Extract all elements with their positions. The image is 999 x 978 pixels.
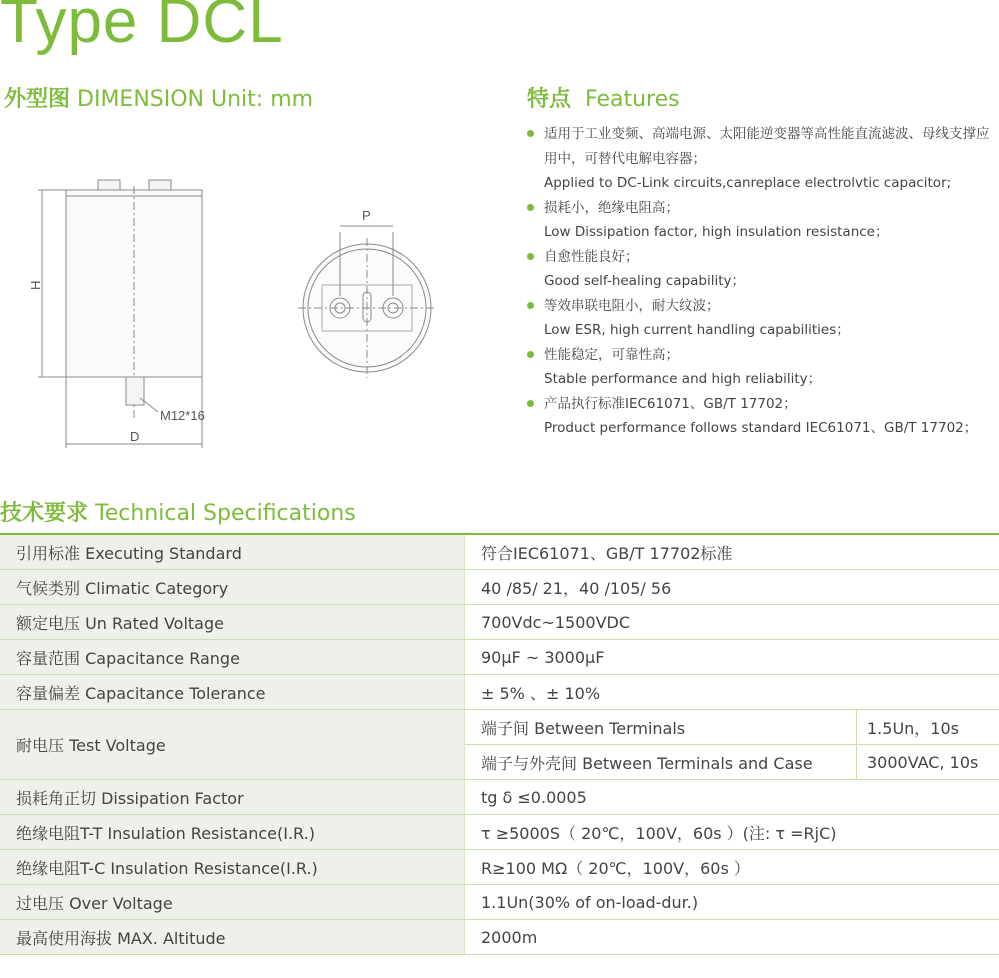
spec-value: 700Vdc~1500VDC (465, 605, 999, 640)
table-row (0, 850, 999, 885)
specs-heading-en: Technical Specifications (95, 501, 356, 526)
dimension-drawing (0, 160, 480, 460)
h-label: H (28, 280, 43, 290)
spec-value: R≥100 MΩ（ 20℃，100V，60s ） (465, 850, 999, 885)
product-title: Type DCL (0, 0, 284, 56)
terminal-right (149, 180, 171, 190)
feature-item (527, 245, 999, 294)
table-row (0, 675, 999, 710)
spec-value: 1.1Un(30% of on-load-dur.) (465, 885, 999, 920)
dimension-heading-en: DIMENSION Unit: mm (77, 87, 314, 112)
feature-item (527, 343, 999, 392)
spec-value: ± 5% 、± 10% (465, 675, 999, 710)
feature-text: 性能稳定，可靠性高； (544, 346, 679, 363)
d-label: D (130, 429, 140, 444)
specs-heading (0, 496, 356, 527)
spec-label: 耐电压 Test Voltage (0, 710, 465, 780)
feature-text: 损耗小，绝缘电阻高； (544, 199, 679, 216)
bullet-icon (527, 204, 534, 211)
spec-value: 2000m (465, 920, 999, 955)
specs-heading-cn: 技术要求 (0, 501, 89, 526)
table-row (0, 640, 999, 675)
spec-label: 额定电压 Un Rated Voltage (0, 605, 465, 640)
dimension-heading (4, 82, 313, 113)
feature-item (527, 122, 999, 196)
spec-subname: 端子间 Between Terminals (465, 710, 857, 745)
features-list (527, 122, 999, 441)
feature-text: 等效串联电阻小，耐大纹波； (544, 297, 720, 314)
features-heading-cn: 特点 (527, 87, 572, 112)
feature-text: 自愈性能良好； (544, 248, 639, 265)
feature-text: Low ESR, high current handling capabilities； (544, 322, 850, 338)
features-heading (527, 82, 680, 113)
spec-table (0, 533, 999, 955)
table-row (0, 605, 999, 640)
table-row (0, 885, 999, 920)
features-heading-en: Features (585, 87, 680, 112)
feature-text: 产品执行标准IEC61071、GB/T 17702； (544, 395, 797, 412)
spec-value: τ ≥5000S（ 20℃，100V，60s ）(注: τ =RjC) (465, 815, 999, 850)
feature-text: Good self-healing capability； (544, 273, 746, 289)
table-row (0, 570, 999, 605)
spec-label: 最高使用海拔 MAX. Altitude (0, 920, 465, 955)
spec-label: 绝缘电阻T-C Insulation Resistance(I.R.) (0, 850, 465, 885)
table-row (0, 920, 999, 955)
bullet-icon (527, 302, 534, 309)
p-label: P (362, 208, 371, 223)
spec-subname: 端子与外壳间 Between Terminals and Case (465, 745, 857, 780)
spec-value: 符合IEC61071、GB/T 17702标准 (465, 534, 999, 570)
table-row (0, 815, 999, 850)
spec-value: 40 /85/ 21，40 /105/ 56 (465, 570, 999, 605)
feature-text: 用中，可替代电解电容器； (544, 150, 706, 167)
bullet-icon (527, 130, 534, 137)
spec-label: 绝缘电阻T-T Insulation Resistance(I.R.) (0, 815, 465, 850)
bullet-icon (527, 400, 534, 407)
spec-label: 引用标准 Executing Standard (0, 534, 465, 570)
spec-label: 容量偏差 Capacitance Tolerance (0, 675, 465, 710)
thread-label: M12*16 (160, 408, 205, 423)
table-row (0, 710, 999, 745)
feature-text: 适用于工业变频、高端电源、太阳能逆变器等高性能直流滤波、母线支撑应 (544, 126, 990, 142)
feature-text: Stable performance and high reliability； (544, 371, 822, 387)
mounting-stud (126, 377, 144, 405)
table-row (0, 780, 999, 815)
spec-label: 过电压 Over Voltage (0, 885, 465, 920)
spec-value: 90μF ~ 3000μF (465, 640, 999, 675)
bullet-icon (527, 253, 534, 260)
feature-text: Low Dissipation factor, high insulation resistance； (544, 224, 889, 240)
spec-label: 损耗角正切 Dissipation Factor (0, 780, 465, 815)
spec-label: 气候类别 Climatic Category (0, 570, 465, 605)
bullet-icon (527, 351, 534, 358)
feature-text: Applied to DC-Link circuits,canreplace electrolvtic capacitor; (544, 175, 952, 191)
dimension-heading-cn: 外型图 (4, 87, 71, 112)
terminal-left (98, 180, 120, 190)
table-row (0, 534, 999, 570)
spec-value: 1.5Un，10s (857, 710, 999, 745)
feature-item (527, 392, 999, 441)
feature-item (527, 294, 999, 343)
feature-item (527, 196, 999, 245)
spec-value: tg δ ≤0.0005 (465, 780, 999, 815)
spec-label: 容量范围 Capacitance Range (0, 640, 465, 675)
spec-value: 3000VAC, 10s (857, 745, 999, 780)
feature-text: Product performance follows standard IEC61071、GB/T 17702； (544, 420, 978, 436)
